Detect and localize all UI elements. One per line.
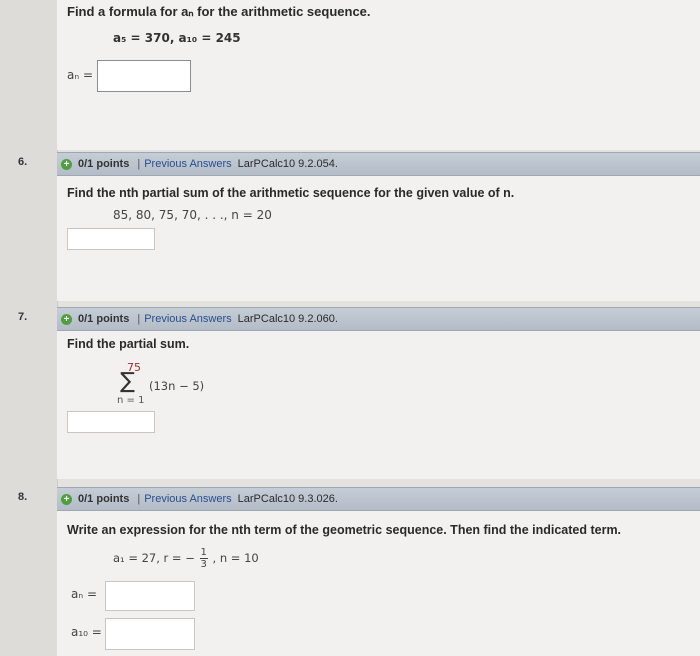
question-6-source: LarPCalc10 9.2.054.	[237, 158, 338, 170]
question-5-prompt: Find a formula for aₙ for the arithmetic sequence.	[67, 4, 371, 19]
question-6-previous-answers-link[interactable]: Previous Answers	[144, 158, 232, 170]
question-8-a10-label: a₁₀ =	[71, 625, 102, 639]
question-5-answer-label: aₙ =	[67, 68, 94, 82]
expand-plus-icon[interactable]: +	[61, 314, 72, 325]
question-6-header	[57, 152, 700, 176]
question-8-header	[57, 487, 700, 511]
question-7-points: 0/1 points	[78, 313, 130, 325]
question-6-points: 0/1 points	[78, 158, 130, 170]
expand-plus-icon[interactable]: +	[61, 159, 72, 170]
question-6-prompt: Find the nth partial sum of the arithmetic sequence for the given value of n.	[67, 186, 515, 200]
question-8-prompt: Write an expression for the nth term of the geometric sequence. Then find the indicated term.	[67, 523, 622, 537]
given-n: , n = 10	[212, 551, 259, 565]
question-7-header	[57, 307, 700, 331]
left-rail	[0, 0, 58, 656]
question-8-an-input[interactable]	[105, 581, 195, 611]
separator: |	[137, 313, 141, 325]
question-5-answer-input[interactable]	[97, 60, 191, 92]
question-6-given: 85, 80, 75, 70, . . ., n = 20	[113, 208, 272, 222]
question-8-panel	[57, 511, 700, 656]
question-5-panel	[57, 0, 700, 150]
expand-plus-icon[interactable]: +	[61, 494, 72, 505]
sum-expression: (13n − 5)	[149, 379, 205, 393]
sum-lower-limit: n = 1	[117, 395, 145, 406]
question-7-previous-answers-link[interactable]: Previous Answers	[144, 313, 232, 325]
separator: |	[137, 493, 141, 505]
question-8-a10-input[interactable]	[105, 618, 195, 650]
ratio-fraction	[200, 547, 208, 570]
question-8-an-label: aₙ =	[71, 587, 98, 601]
question-7-source: LarPCalc10 9.2.060.	[237, 313, 338, 325]
question-8-number: 8.	[18, 491, 28, 503]
question-7-prompt: Find the partial sum.	[67, 337, 190, 351]
question-7-number: 7.	[18, 311, 28, 323]
question-6-panel	[57, 176, 700, 301]
given-first-term: a₁ = 27, r = −	[113, 551, 195, 565]
question-5-given: a₅ = 370, a₁₀ = 245	[113, 31, 241, 45]
sum-upper-limit: 75	[127, 361, 141, 374]
fraction-numerator: 1	[200, 547, 207, 558]
question-6-answer-input[interactable]	[67, 228, 155, 250]
separator: |	[137, 158, 141, 170]
fraction-denominator: 3	[200, 559, 207, 570]
question-8-source: LarPCalc10 9.3.026.	[237, 493, 338, 505]
sigma-symbol: ∑	[120, 369, 135, 394]
question-7-answer-input[interactable]	[67, 411, 155, 433]
question-7-panel	[57, 331, 700, 479]
question-8-previous-answers-link[interactable]: Previous Answers	[144, 493, 232, 505]
question-8-given	[113, 547, 259, 570]
question-6-number: 6.	[18, 156, 28, 168]
question-8-points: 0/1 points	[78, 493, 130, 505]
